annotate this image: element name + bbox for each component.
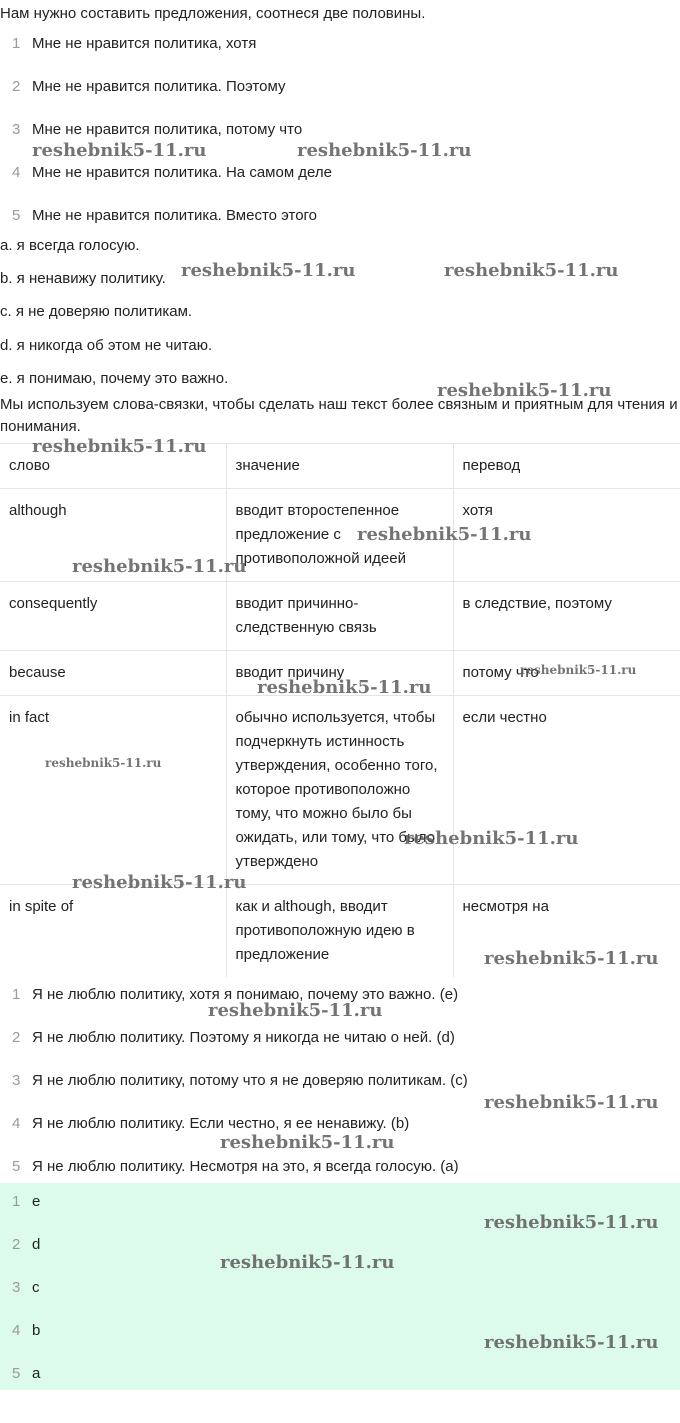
- list-item: [0, 1114, 680, 1157]
- list-item: [0, 985, 680, 1028]
- table-cell: вводит причинно-следственную связь: [226, 582, 453, 651]
- item-number: 4: [12, 1115, 21, 1132]
- option-a: a. я всегда голосую.: [0, 237, 140, 254]
- list-item: [0, 163, 680, 206]
- table-cell: вводит второстепенное предложение с противоположной идеей: [226, 489, 453, 582]
- item-number: 5: [12, 207, 21, 224]
- item-number: 1: [12, 986, 21, 1003]
- option-e: e. я понимаю, почему это важно.: [0, 370, 229, 387]
- answer-item: [0, 1235, 680, 1278]
- item-number: 4: [12, 1322, 21, 1339]
- watermark: reshebnik5-11.ru: [357, 524, 532, 545]
- item-number: 3: [12, 121, 21, 138]
- answer-letter: d: [32, 1236, 41, 1253]
- item-number: 5: [12, 1365, 21, 1382]
- header-meaning: значение: [226, 444, 453, 489]
- watermark: reshebnik5-11.ru: [520, 663, 637, 677]
- table-cell: потому что: [453, 651, 680, 696]
- item-text: Я не люблю политику. Поэтому я никогда не читаю о ней. (d): [32, 1029, 455, 1046]
- item-text: Мне не нравится политика, хотя: [32, 35, 257, 52]
- table-row: [0, 696, 680, 885]
- item-text: Я не люблю политику. Если честно, я ее ненавижу. (b): [32, 1115, 410, 1132]
- item-text: Я не люблю политику. Несмотря на это, я всегда голосую. (a): [32, 1158, 459, 1175]
- item-text: Мне не нравится политика. Вместо этого: [32, 207, 318, 224]
- watermark: reshebnik5-11.ru: [444, 260, 619, 281]
- item-text: Мне не нравится политика. Поэтому: [32, 78, 286, 95]
- table-cell: because: [0, 651, 226, 696]
- watermark: reshebnik5-11.ru: [404, 828, 579, 849]
- item-number: 2: [12, 1236, 21, 1253]
- list-item: [0, 1071, 680, 1114]
- header-translation: перевод: [453, 444, 680, 489]
- answer-letter: b: [32, 1322, 41, 1339]
- table-cell: обычно используется, чтобы подчеркнуть истинность утверждения, особенно того, которое противоположно тому, что можно было бы ожидать, или тому, что было утверждено: [226, 696, 453, 885]
- answer-item: [0, 1278, 680, 1321]
- watermark: reshebnik5-11.ru: [45, 756, 162, 770]
- task-instruction: Нам нужно составить предложения, соотнеся две половины.: [0, 5, 426, 22]
- item-number: 2: [12, 1029, 21, 1046]
- answer-letter: c: [32, 1279, 40, 1296]
- watermark: reshebnik5-11.ru: [220, 1252, 395, 1273]
- table-row: [0, 582, 680, 651]
- watermark: reshebnik5-11.ru: [484, 1332, 659, 1353]
- watermark: reshebnik5-11.ru: [437, 380, 612, 401]
- sentence-list: [0, 34, 680, 249]
- item-number: 1: [12, 1193, 21, 1210]
- watermark: reshebnik5-11.ru: [297, 140, 472, 161]
- list-item: [0, 120, 680, 163]
- watermark: reshebnik5-11.ru: [484, 948, 659, 969]
- option-b: b. я ненавижу политику.: [0, 270, 166, 287]
- list-item: [0, 1028, 680, 1071]
- table-cell: вводит причину: [226, 651, 453, 696]
- answer-item: [0, 1364, 680, 1407]
- list-item: [0, 34, 680, 77]
- explanation-paragraph: Мы используем слова-связки, чтобы сделать наш текст более связным и приятным для чтения и понимания.: [0, 396, 678, 435]
- table-cell: in fact: [0, 696, 226, 885]
- table-row: [0, 885, 680, 978]
- item-text: Мне не нравится политика, потому что: [32, 121, 303, 138]
- item-number: 5: [12, 1158, 21, 1175]
- table-row: [0, 651, 680, 696]
- item-text: Мне не нравится политика. На самом деле: [32, 164, 332, 181]
- watermark: reshebnik5-11.ru: [257, 677, 432, 698]
- watermark: reshebnik5-11.ru: [72, 872, 247, 893]
- watermark: reshebnik5-11.ru: [32, 436, 207, 457]
- table-cell: как и although, вводит противоположную идею в предложение: [226, 885, 453, 978]
- item-text: Я не люблю политику, потому что я не доверяю политикам. (c): [32, 1072, 468, 1089]
- item-number: 1: [12, 35, 21, 52]
- linking-words-table: [0, 443, 680, 977]
- table-cell: если честно: [453, 696, 680, 885]
- watermark: reshebnik5-11.ru: [220, 1132, 395, 1153]
- table-cell: хотя: [453, 489, 680, 582]
- answer-letter: e: [32, 1193, 41, 1210]
- table-cell: в следствие, поэтому: [453, 582, 680, 651]
- watermark: reshebnik5-11.ru: [484, 1212, 659, 1233]
- table-header-row: [0, 444, 680, 489]
- table-cell: in spite of: [0, 885, 226, 978]
- answer-item: [0, 1192, 680, 1235]
- watermark: reshebnik5-11.ru: [32, 140, 207, 161]
- watermark: reshebnik5-11.ru: [181, 260, 356, 281]
- option-d: d. я никогда об этом не читаю.: [0, 337, 213, 354]
- list-item: [0, 77, 680, 120]
- option-c: c. я не доверяю политикам.: [0, 303, 193, 320]
- watermark: reshebnik5-11.ru: [484, 1092, 659, 1113]
- result-sentences: [0, 985, 680, 1200]
- answer-letter: a: [32, 1365, 41, 1382]
- watermark: reshebnik5-11.ru: [72, 556, 247, 577]
- table-cell: несмотря на: [453, 885, 680, 978]
- item-number: 3: [12, 1072, 21, 1089]
- item-number: 2: [12, 78, 21, 95]
- item-text: Я не люблю политику, хотя я понимаю, почему это важно. (е): [32, 986, 459, 1003]
- item-number: 3: [12, 1279, 21, 1296]
- answer-item: [0, 1321, 680, 1364]
- answer-block: [0, 1183, 680, 1390]
- header-word: слово: [0, 444, 226, 489]
- table-cell: consequently: [0, 582, 226, 651]
- table-row: [0, 489, 680, 582]
- item-number: 4: [12, 164, 21, 181]
- watermark: reshebnik5-11.ru: [208, 1000, 383, 1021]
- table-cell: although: [0, 489, 226, 582]
